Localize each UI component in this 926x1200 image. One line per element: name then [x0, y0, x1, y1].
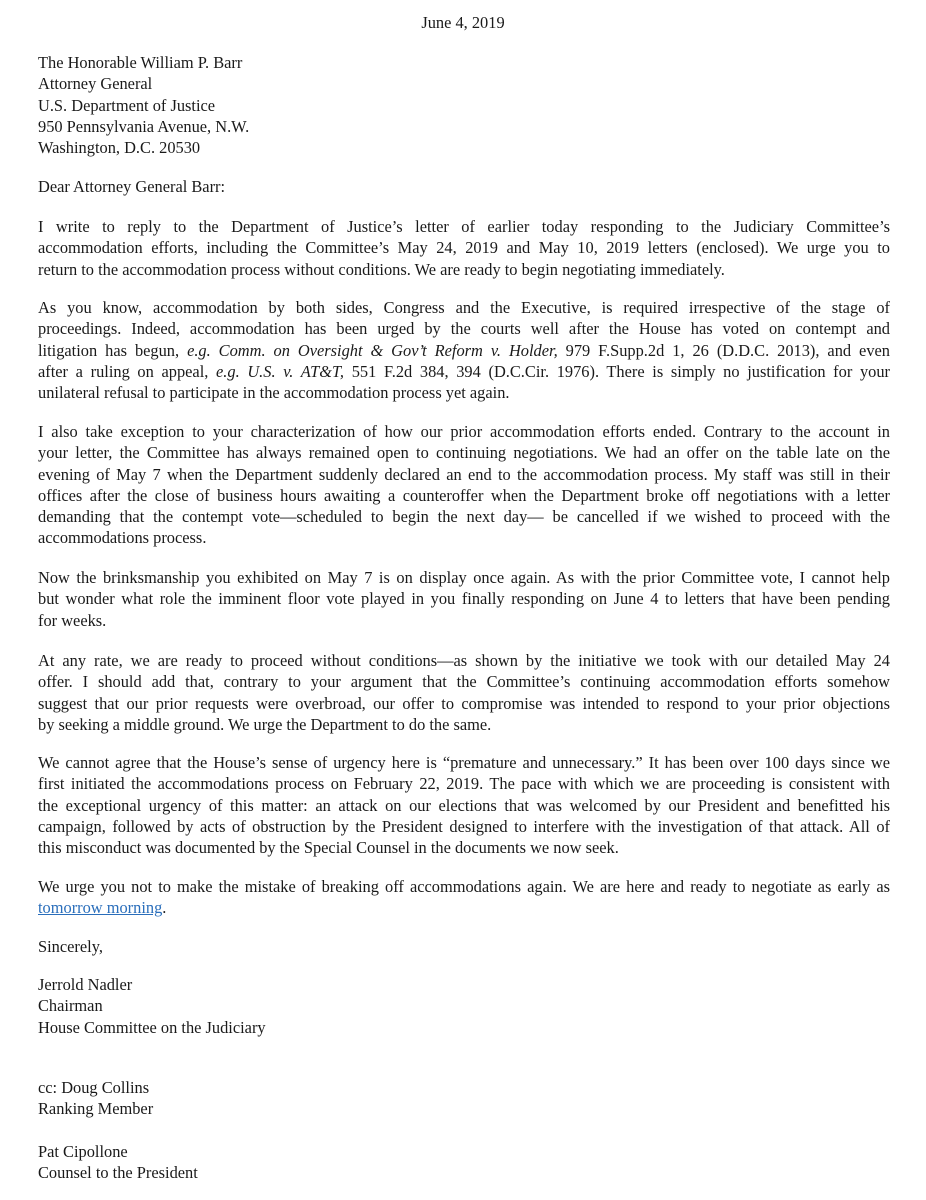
- signature-block: [38, 974, 890, 1038]
- paragraph-line: Now the brinksmanship you exhibited on May 7 is on display once again. As with the prior Committee vote, I cannot help: [38, 568, 890, 587]
- paragraph-line: suggest that our prior requests were overbroad, our offer to compromise was intended to respond to your prior objections: [38, 693, 890, 713]
- paragraph-line: evening of May 7 when the Department suddenly declared an end to the accommodation process. My staff was still in their: [38, 464, 890, 484]
- cc-title: Counsel to the President: [38, 1163, 198, 1183]
- closing: Sincerely,: [38, 937, 103, 956]
- paragraph-7: [38, 876, 890, 919]
- recipient-city: Washington, D.C. 20530: [38, 138, 201, 158]
- case-citation: e.g. U.S. v. AT&T,: [216, 361, 345, 381]
- paragraph-line: this misconduct was documented by the Special Counsel in the documents we now seek.: [38, 838, 619, 858]
- paragraph-line: accommodations process.: [38, 528, 207, 548]
- tomorrow-morning-link[interactable]: tomorrow morning: [38, 898, 163, 918]
- paragraph-line: [38, 897, 890, 918]
- paragraph-line: return to the accommodation process without conditions. We are ready to begin negotiating immediately.: [38, 259, 725, 279]
- text-run: litigation has begun,: [38, 340, 188, 360]
- recipient-street: 950 Pennsylvania Avenue, N.W.: [38, 116, 250, 136]
- paragraph-6: [38, 752, 890, 858]
- paragraph-line: first initiated the accommodations process on February 22, 2019. The pace with which we are proceeding is consistent with: [38, 774, 890, 794]
- paragraph-line: for weeks.: [38, 610, 107, 630]
- salutation: Dear Attorney General Barr:: [38, 177, 226, 196]
- paragraph-line: your letter, the Committee has always remained open to continuing negotiations. We had an offer on the table late on the: [38, 443, 890, 463]
- text-run: after a ruling on appeal,: [38, 361, 217, 381]
- recipient-org: U.S. Department of Justice: [38, 95, 216, 115]
- paragraph-line: offices after the close of business hours awaiting a counteroffer when the Department broke off negotiations with a letter: [38, 485, 890, 505]
- recipient-address: [38, 52, 890, 158]
- cc-block-2: [38, 1141, 890, 1184]
- letter-date: June 4, 2019: [421, 13, 505, 32]
- cc-recipient: cc: Doug Collins: [38, 1078, 150, 1097]
- case-citation: e.g. Comm. on Oversight & Gov’t Reform v. Holder,: [187, 340, 558, 360]
- paragraph-line: proceedings. Indeed, accommodation has been urged by the courts well after the House has voted on contempt and: [38, 319, 890, 339]
- signer-title: Chairman: [38, 996, 103, 1016]
- text-run: 979 F.Supp.2d 1, 26 (D.D.C. 2013), and even: [557, 340, 890, 360]
- paragraph-line: I write to reply to the Department of Justice’s letter of earlier today responding to the Judiciary Committee’s: [38, 217, 890, 236]
- cc-title: Ranking Member: [38, 1099, 154, 1119]
- text-run: 551 F.2d 384, 394 (D.C.Cir. 1976). There is simply no justification for your: [344, 361, 890, 381]
- paragraph-line: I also take exception to your characterization of how our prior accommodation efforts ended. Contrary to the account in: [38, 422, 890, 441]
- paragraph-line: As you know, accommodation by both sides, Congress and the Executive, is required irrespective of the stage of: [38, 298, 890, 317]
- recipient-title: Attorney General: [38, 74, 153, 94]
- signer-org: House Committee on the Judiciary: [38, 1017, 266, 1037]
- paragraph-line: unilateral refusal to participate in the accommodation process yet again.: [38, 383, 510, 403]
- paragraph-line: We urge you not to make the mistake of breaking off accommodations again. We are here and ready to negotiate as early as: [38, 877, 890, 896]
- paragraph-line: the exceptional urgency of this matter: an attack on our elections that was welcomed by our President and benefitted his: [38, 795, 890, 815]
- paragraph-line: demanding that the contempt vote—scheduled to begin the next day— be cancelled if we wished to proceed with the: [38, 507, 890, 527]
- paragraph-line: offer. I should add that, contrary to your argument that the Committee’s continuing accommodation efforts somehow: [38, 672, 890, 692]
- paragraph-line: We cannot agree that the House’s sense of urgency here is “premature and unnecessary.” It has been over 100 days since we: [38, 753, 890, 772]
- paragraph-line: but wonder what role the imminent floor vote played in you finally responding on June 4 to letters that have been pending: [38, 589, 890, 609]
- paragraph-line: accommodation efforts, including the Committee’s May 24, 2019 and May 10, 2019 letters (enclosed). We urge you to: [38, 238, 890, 258]
- paragraph-line: [38, 361, 890, 382]
- paragraph-line: [38, 340, 890, 361]
- paragraph-1: [38, 216, 890, 280]
- paragraph-4: [38, 567, 890, 631]
- paragraph-2: [38, 297, 890, 403]
- paragraph-5: [38, 650, 890, 735]
- paragraph-line: campaign, followed by acts of obstruction by the President designed to interfere with the investigation of that attack. All of: [38, 816, 890, 836]
- recipient-name: The Honorable William P. Barr: [38, 53, 243, 72]
- signer-name: Jerrold Nadler: [38, 975, 133, 994]
- text-run: .: [162, 898, 167, 918]
- cc-recipient: Pat Cipollone: [38, 1142, 128, 1161]
- paragraph-line: At any rate, we are ready to proceed without conditions—as shown by the initiative we took with our detailed May 24: [38, 651, 890, 670]
- paragraph-line: by seeking a middle ground. We urge the Department to do the same.: [38, 714, 492, 734]
- cc-block-1: [38, 1077, 890, 1120]
- paragraph-3: [38, 421, 890, 549]
